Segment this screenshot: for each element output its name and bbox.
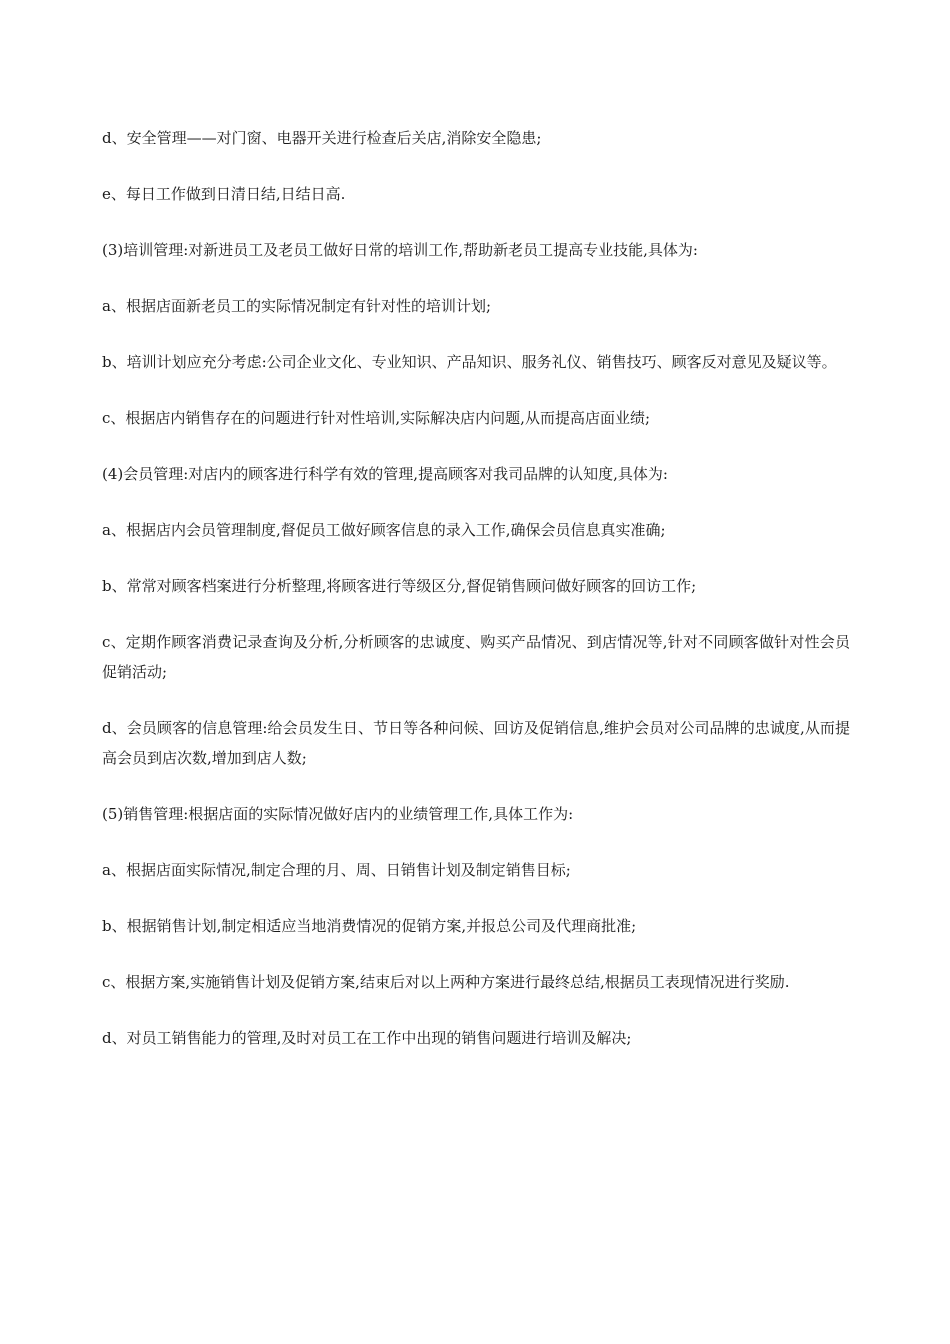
paragraph-sales-d: d、对员工销售能力的管理,及时对员工在工作中出现的销售问题进行培训及解决; [102,1029,632,1047]
paragraph-member-b: b、常常对顾客档案进行分析整理,将顾客进行等级区分,督促销售顾问做好顾客的回访工作; [102,577,697,595]
paragraph-sales-heading: (5)销售管理:根据店面的实际情况做好店内的业绩管理工作,具体工作为: [102,805,574,823]
document-body [102,123,850,1079]
paragraph-member-heading: (4)会员管理:对店内的顾客进行科学有效的管理,提高顾客对我司品牌的认知度,具体为: [102,465,668,483]
paragraph-safety-management: d、安全管理——对门窗、电器开关进行检查后关店,消除安全隐患; [102,129,542,147]
paragraph-training-b: b、培训计划应充分考虑:公司企业文化、专业知识、产品知识、服务礼仪、销售技巧、顾客反对意见及疑议等。 [102,353,837,371]
paragraph-sales-c: c、根据方案,实施销售计划及促销方案,结束后对以上两种方案进行最终总结,根据员工表现情况进行奖励. [102,973,790,991]
paragraph-sales-b: b、根据销售计划,制定相适应当地消费情况的促销方案,并报总公司及代理商批准; [102,917,637,935]
paragraph-training-heading: (3)培训管理:对新进员工及老员工做好日常的培训工作,帮助新老员工提高专业技能,具体为: [102,241,698,259]
paragraph-sales-a: a、根据店面实际情况,制定合理的月、周、日销售计划及制定销售目标; [102,861,571,879]
paragraph-member-c: c、定期作顾客消费记录查询及分析,分析顾客的忠诚度、购买产品情况、到店情况等,针对不同顾客做针对性会员促销活动; [102,633,850,681]
paragraph-member-a: a、根据店内会员管理制度,督促员工做好顾客信息的录入工作,确保会员信息真实准确; [102,521,666,539]
paragraph-training-a: a、根据店面新老员工的实际情况制定有针对性的培训计划; [102,297,491,315]
paragraph-training-c: c、根据店内销售存在的问题进行针对性培训,实际解决店内问题,从而提高店面业绩; [102,409,650,427]
paragraph-member-d: d、会员顾客的信息管理:给会员发生日、节日等各种问候、回访及促销信息,维护会员对公司品牌的忠诚度,从而提高会员到店次数,增加到店人数; [102,719,850,767]
paragraph-daily-work: e、每日工作做到日清日结,日结日高. [102,185,346,203]
